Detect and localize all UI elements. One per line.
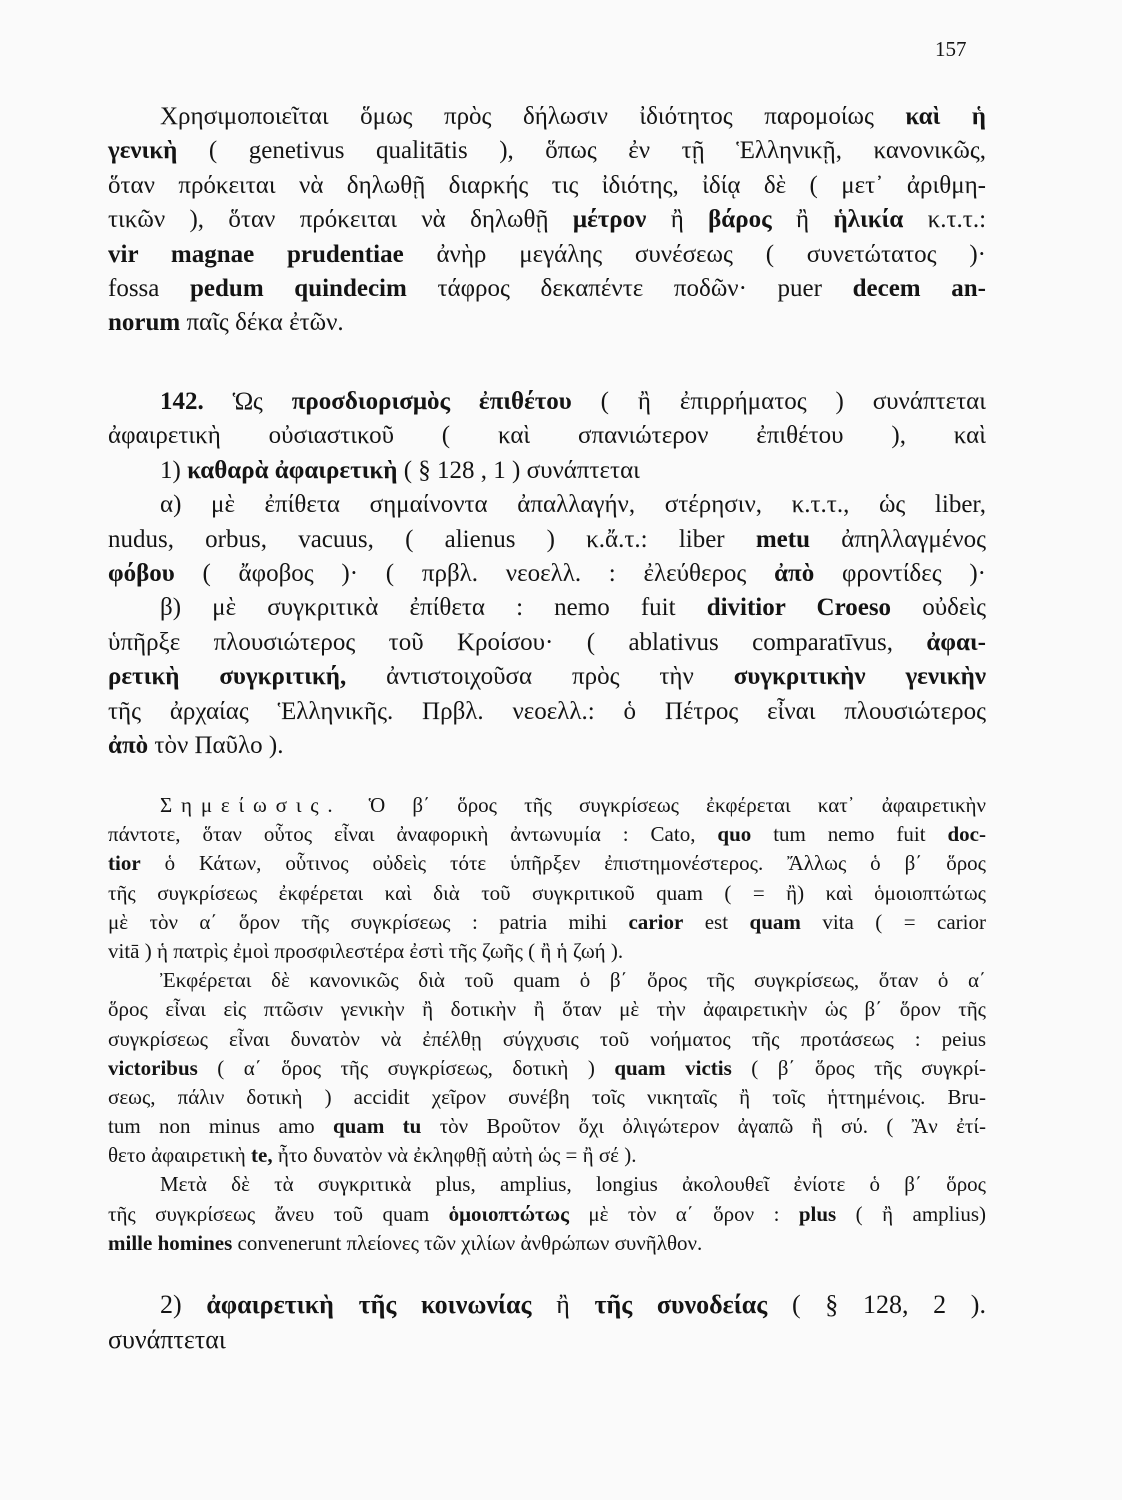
text-run: tum non minus amo [108,1114,333,1139]
bold-term: φόβου [108,559,175,587]
text-line [108,1200,986,1229]
text-run: ἀνὴρ μεγάλης συνέσεως ( συνετώτατος )· [403,240,986,268]
text-run: Ὁ β΄ ὅρος τῆς συγκρίσεως ἐκφέρεται κατ᾽ ἀφαιρετικὴν [341,793,986,817]
bold-term: norum [108,309,181,337]
text-run: μὲ τὸν α΄ ὅρον τῆς συγκρίσεως : patria mihi [108,909,629,934]
bold-term: pedum quindecim [190,274,407,302]
text-run: Μετὰ δὲ τὰ συγκριτικὰ plus, amplius, longius ἀκολουθεῖ ἐνίοτε ὁ β΄ ὅρος [160,1172,986,1197]
text-run: 2) [160,1290,207,1319]
text-line [108,660,986,694]
text-run: ἢ [771,206,834,234]
bold-term: metu [755,525,810,553]
note-block [108,791,986,1258]
text-line [108,1083,986,1112]
text-run: παῖς δέκα ἐτῶν. [180,309,344,337]
text-line [108,203,986,237]
text-line [108,100,986,134]
text-run: est [683,909,750,934]
text-line [108,557,986,591]
bold-term: carior [628,909,684,934]
text-run: tum nemo fuit [751,822,948,847]
bold-term: ρετικὴ συγκριτική, [108,663,347,691]
text-run: ἢ [531,1290,595,1319]
text-line [108,272,986,306]
text-run: ὅταν πρόκειται νὰ δηλωθῇ διαρκής τις ἰδιότης, ἰδίᾳ δὲ ( μετ᾽ ἀριθμη- [108,171,986,199]
text-run: συνάπτεται [108,1325,226,1354]
bold-term: te, [251,1143,273,1168]
text-line [108,1112,986,1141]
section-142 [108,385,986,763]
bold-term: ὁμοιοπτώτως [448,1201,569,1226]
text-run: φροντίδες )· [814,559,986,587]
text-run: ( § 128, 2 ). [767,1290,986,1319]
text-line [108,1054,986,1083]
bold-term: quo [717,822,752,847]
text-run: ἀντιστοιχοῦσα πρὸς τὴν [346,663,734,691]
text-line [108,1141,986,1170]
text-line [108,626,986,660]
text-run: ( α΄ ὅρος τῆς συγκρίσεως, δοτικὴ ) [197,1055,615,1080]
bold-term: προσδιορισμὸς ἐπιθέτου [291,388,572,415]
text-line [108,488,986,522]
text-run: συγκρίσεως εἶναι δυνατὸν νὰ ἐπέλθῃ σύγχυσις τοῦ νοήματος τῆς προτάσεως : peius [108,1026,986,1051]
bold-term: ἀφαι- [926,628,986,656]
text-line [108,937,986,966]
section-number: 142. [160,388,204,415]
text-line [108,454,986,488]
text-line [108,523,986,557]
text-line [108,966,986,995]
text-line [108,1322,986,1357]
text-run: ἀφαιρετικὴ οὐσιαστικοῦ ( καὶ σπανιώτερον ἐπιθέτου ), καὶ [108,422,986,450]
text-run: ἢ [646,206,709,234]
text-run: ( ἢ amplius) [836,1201,986,1226]
paragraph-genetivus-qualitatis [108,100,986,341]
bold-term: doc- [947,822,986,847]
text-line [108,306,986,340]
text-run: τάφρος δεκαπέντε ποδῶν· puer [406,274,853,302]
text-run: τὸν Βροῦτον ὄχι ὀλιγώτερον ἀγαπῶ ἢ σύ. ( Ἂν ἐτί- [421,1114,986,1139]
text-run: ( ἢ ἐπιρρήματος ) συνάπτεται [571,388,986,415]
bold-term: ἀπὸ [108,731,149,759]
text-line [108,169,986,203]
bold-term: decem an- [852,274,986,302]
text-run: θετο ἀφαιρετικὴ [108,1143,252,1168]
text-line [108,849,986,878]
text-run: convenerunt πλείονες τῶν χιλίων ἀνθρώπων συνῆλθον. [232,1230,703,1255]
bold-term: ἡλικία [833,206,904,234]
bold-term: τῆς συνοδείας [594,1290,768,1319]
bold-term: vir magnae prudentiae [108,240,404,268]
text-line [108,695,986,729]
text-run: ὅρος εἶναι εἰς πτῶσιν γενικὴν ἢ δοτικὴν ἢ ὅταν μὲ τὴν ἀφαιρετικὴν ὡς β΄ ὅρον τῆς [108,997,986,1022]
section-heading-line [108,385,986,419]
text-run: Ἐκφέρεται δὲ κανονικῶς διὰ τοῦ quam ὁ β΄ ὅρος τῆς συγκρίσεως, ὅταν ὁ α΄ [160,968,986,993]
bold-term: mille homines [108,1230,233,1255]
text-run: τῆς ἀρχαίας Ἑλληνικῆς. Πρβλ. νεοελλ.: ὁ Πέτρος εἶναι πλουσιώτερος [108,697,986,725]
bold-term: plus [798,1201,837,1226]
bold-term: quam tu [333,1114,422,1139]
text-run: nudus, orbus, vacuus, ( alienus ) κ.ἄ.τ.: liber [108,525,756,553]
text-run: τῆς συγκρίσεως ἄνευ τοῦ quam [108,1201,449,1226]
text-run: σεως, πάλιν δοτικὴ ) accidit χεῖρον συνέβη τοῖς νικηταῖς ἢ τοῖς ἡττημένοις. Bru- [108,1084,986,1109]
text-line [108,908,986,937]
bold-term: καὶ ἡ [905,103,986,130]
bold-term: καθαρὰ ἀφαιρετικὴ [187,456,398,484]
text-run: ὁ Κάτων, οὗτινος οὐδεὶς τότε ὑπῆρξεν ἐπιστημονέστερος. Ἄλλως ὁ β΄ ὅρος [140,851,986,876]
text-run: fossa [108,274,191,302]
text-line [108,729,986,763]
text-line [108,1025,986,1054]
text-run: πάντοτε, ὅταν οὗτος εἶναι ἀναφορικὴ ἀντωνυμία : Cato, [108,822,718,847]
text-line [108,1229,986,1258]
text-run: ( genetivus qualitātis ), ὅπως ἐν τῇ Ἑλληνικῇ, κανονικῶς, [177,137,986,165]
page-number: 157 [935,37,967,61]
bold-term: βάρος [708,206,772,234]
bold-term: συγκριτικὴν γενικὴν [733,663,986,691]
bold-term: ἀφαιρετικὴ τῆς κοινωνίας [206,1290,532,1319]
text-run: ἦτο δυνατὸν νὰ ἐκληφθῇ αὐτὴ ὡς = ἢ σέ ). [272,1143,637,1168]
text-run: β) μὲ συγκριτικὰ ἐπίθετα : nemo fuit [160,594,707,622]
bold-term: quam victis [614,1055,732,1080]
text-run: Χρησιμοποιεῖται ὅμως πρὸς δήλωσιν ἰδιότητος παρομοίως [160,103,906,130]
bold-term: μέτρον [572,206,647,234]
text-line [108,419,986,453]
text-run: ( § 128 , 1 ) συνάπτεται [397,456,640,484]
bold-term: victoribus [108,1055,198,1080]
text-line [108,591,986,625]
note-label: Σημείωσις. [160,793,342,817]
subsection-2 [108,1287,986,1357]
text-run: ὑπῆρξε πλουσιώτερος τοῦ Κροίσου· ( ablativus comparatīvus, [108,628,927,656]
text-run: ἀπηλλαγμένος [810,525,986,553]
text-line [108,134,986,168]
text-line [108,1287,986,1322]
text-run: κ.τ.τ.: [903,206,987,234]
text-line [108,820,986,849]
text-run: ( ἄφοβος )· ( πρβλ. νεοελλ. : ἐλεύθερος [174,559,775,587]
text-run: 1) [160,456,188,484]
bold-term: tior [108,851,141,876]
text-run: τὸν Παῦλο ). [148,731,284,759]
text-run: α) μὲ ἐπίθετα σημαίνοντα ἀπαλλαγήν, στέρησιν, κ.τ.τ., ὡς liber, [160,491,986,519]
text-run: οὐδεὶς [891,594,986,622]
text-line [108,791,986,820]
bold-term: ἀπὸ [774,559,815,587]
text-run: τικῶν ), ὅταν πρόκειται νὰ δηλωθῇ [108,206,573,234]
text-run: ( β΄ ὅρος τῆς συγκρί- [731,1055,986,1080]
text-run: τῆς συγκρίσεως ἐκφέρεται καὶ διὰ τοῦ συγκριτικοῦ quam ( = ἢ) καὶ ὁμοιοπτώτως [108,880,986,905]
text-run: Ὡς [203,388,292,415]
text-line [108,238,986,272]
text-line [108,879,986,908]
bold-term: quam [749,909,801,934]
text-run: μὲ τὸν α΄ ὅρον : [568,1201,799,1226]
text-run: vitā ) ἡ πατρὶς ἐμοὶ προσφιλεστέρα ἐστὶ τῆς ζωῆς ( ἢ ἡ ζωή ). [108,938,624,963]
text-line [108,1170,986,1199]
bold-term: divitior Croeso [706,594,892,622]
text-line [108,995,986,1024]
bold-term: γενικὴ [108,137,178,165]
text-run: vita ( = carior [800,909,986,934]
